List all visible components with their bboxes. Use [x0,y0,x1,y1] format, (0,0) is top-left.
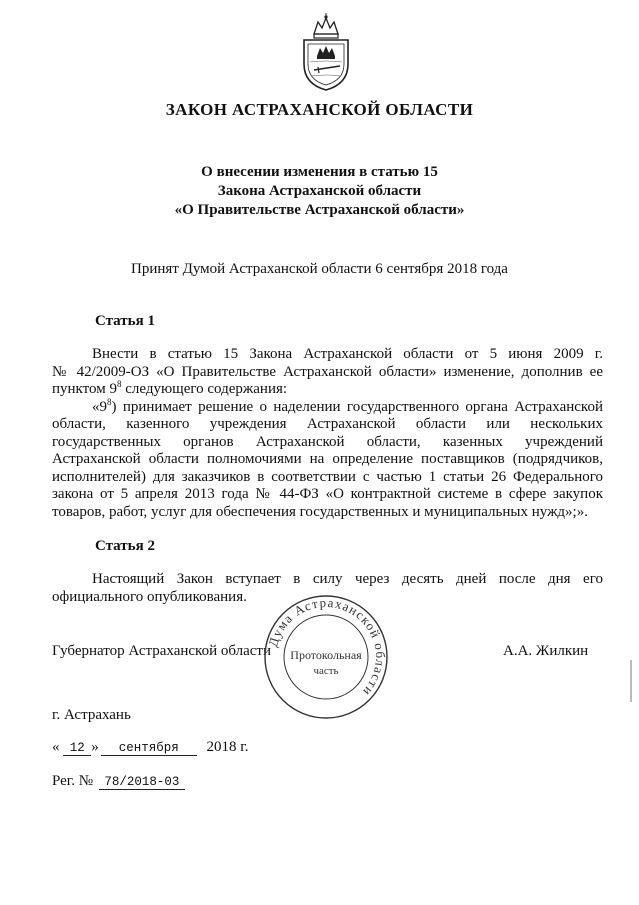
article-2-heading: Статья 2 [95,538,155,554]
stamp-ring-text: Дума Астраханской области [265,594,389,700]
article-1-intro-line-3: пунктом $9^8$ следующего содержания: [52,379,288,397]
stamp-center-line-1: Протокольная [290,648,362,662]
article-1-intro-line-2: № 42/2009-ОЗ «О Правительстве Астраханской области» изменение, дополнив ее [52,363,603,380]
date-year: 2018 г. [206,739,249,755]
signing-date [52,739,248,756]
signatory-position: Губернатор Астраханской области [52,643,272,659]
date-close-quote: » [91,739,99,755]
scan-edge-mark [630,690,632,702]
article-1-intro-line-1: Внести в статью 15 Закона Астраханской области от 5 июня 2009 г. [92,346,603,362]
city: г. Астрахань [52,707,131,723]
subtitle-line-1: О внесении изменения в статью 15 [201,164,438,180]
stamp-center-line-2: часть [313,665,339,677]
stamp-seal [262,593,390,721]
date-open-quote: « [52,739,60,755]
registration-label: Рег. № [52,773,94,789]
registration [52,773,185,790]
signatory-name: А.А. Жилкин [503,643,589,659]
law-title: ЗАКОН АСТРАХАНСКОЙ ОБЛАСТИ [165,100,474,119]
subtitle-line-2: Закона Астраханской области [217,183,422,199]
subtitle-line-3: «О Правительстве Астраханской области» [174,202,465,218]
date-month: сентября [101,741,197,756]
adoption-line: Принят Думой Астраханской области 6 сентября 2018 года [131,261,508,277]
coat-of-arms-emblem [296,12,356,92]
article-2-text: Настоящий Закон вступает в силу через десять дней после дня его официального опубликования. [52,571,603,605]
article-1-heading: Статья 1 [95,313,155,329]
article-1-quoted-clause: «$9^8$) принимает решение о наделении государственного органа Астраханской области, казенного учреждения Астраханской области или нескольких государственных органов Астраханской области, казенных учреждений Астраханской области полномочиями на определение поставщиков (подрядчиков, исполнителей) для заказчиков в соответствии с частью 1 статьи 26 Федерального закона от 5 апреля 2013 года № 44-ФЗ «О контрактной системе в сфере закупок товаров, работ, услуг для обеспечения государственных и муниципальных нужд»;». [52,396,603,520]
date-day: 12 [63,741,91,756]
registration-number: 78/2018-03 [99,775,185,790]
